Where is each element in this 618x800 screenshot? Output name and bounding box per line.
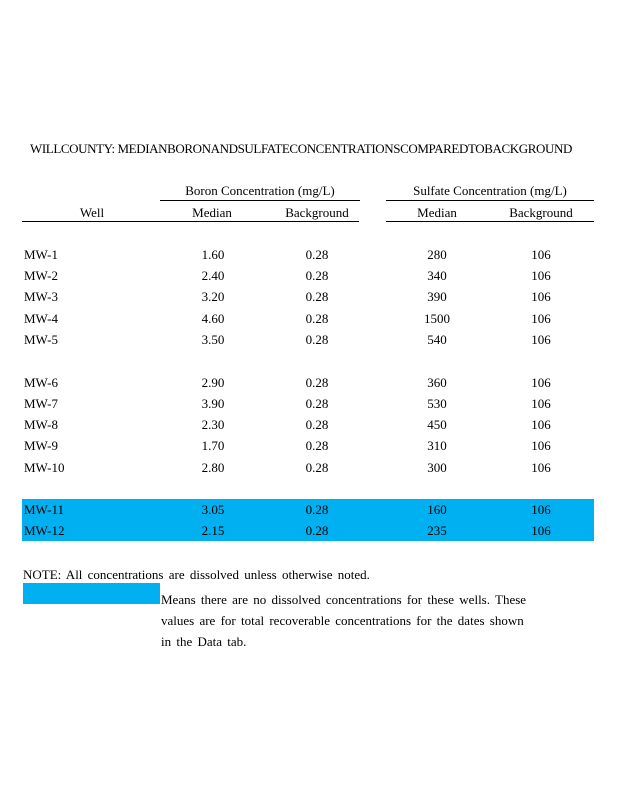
cell-well: MW-1	[24, 247, 58, 262]
note-text: NOTE: All concentrations are dissolved unless otherwise noted.	[23, 567, 370, 582]
table-row	[22, 372, 594, 393]
cell-boron-background: 0.28	[305, 268, 329, 283]
col-header-boron-background: Background	[285, 205, 349, 220]
cell-sulfate-background: 106	[531, 523, 551, 538]
cell-sulfate-median: 310	[427, 438, 447, 453]
cell-boron-median: 4.60	[201, 311, 225, 326]
cell-boron-median: 2.15	[201, 523, 225, 538]
cell-sulfate-median: 160	[427, 502, 447, 517]
legend-text	[161, 589, 526, 652]
cell-boron-background: 0.28	[305, 460, 329, 475]
cell-sulfate-background: 106	[531, 332, 551, 347]
cell-sulfate-median: 390	[427, 289, 447, 304]
cell-sulfate-background: 106	[531, 289, 551, 304]
cell-boron-background: 0.28	[305, 438, 329, 453]
sulfate-group-header: Sulfate Concentration (mg/L)	[413, 183, 567, 198]
cell-well: MW-7	[24, 396, 58, 411]
cell-boron-median: 1.70	[201, 438, 225, 453]
cell-boron-background: 0.28	[305, 289, 329, 304]
sulfate-header-rule	[386, 200, 594, 201]
cell-well: MW-5	[24, 332, 58, 347]
cell-sulfate-background: 106	[531, 268, 551, 283]
cell-sulfate-median: 450	[427, 417, 447, 432]
cell-boron-median: 2.90	[201, 375, 225, 390]
col-header-boron-median: Median	[192, 205, 232, 220]
cell-boron-background: 0.28	[305, 523, 329, 538]
cell-boron-background: 0.28	[305, 332, 329, 347]
table-row	[22, 286, 594, 307]
cell-sulfate-median: 280	[427, 247, 447, 262]
cell-sulfate-background: 106	[531, 396, 551, 411]
table-header-rule-left	[22, 221, 359, 222]
legend-line-3: in the Data tab.	[161, 634, 247, 649]
cell-sulfate-median: 340	[427, 268, 447, 283]
cell-boron-median: 2.40	[201, 268, 225, 283]
cell-boron-median: 3.90	[201, 396, 225, 411]
cell-well: MW-8	[24, 417, 58, 432]
cell-sulfate-median: 300	[427, 460, 447, 475]
cell-boron-background: 0.28	[305, 396, 329, 411]
cell-boron-median: 3.05	[201, 502, 225, 517]
col-header-well: Well	[79, 205, 105, 220]
col-header-sulfate-median: Median	[417, 205, 457, 220]
table-row	[22, 265, 594, 286]
cell-boron-background: 0.28	[305, 311, 329, 326]
cell-well: MW-11	[24, 502, 64, 517]
cell-well: MW-9	[24, 438, 58, 453]
col-header-sulfate-background: Background	[509, 205, 573, 220]
cell-sulfate-median: 360	[427, 375, 447, 390]
legend-line-2: values are for total recoverable concentrations for the dates shown	[161, 613, 524, 628]
table-row	[22, 457, 594, 478]
table-row	[22, 329, 594, 350]
cell-sulfate-background: 106	[531, 417, 551, 432]
cell-boron-background: 0.28	[305, 375, 329, 390]
cell-sulfate-background: 106	[531, 460, 551, 475]
cell-well: MW-6	[24, 375, 58, 390]
cell-boron-median: 1.60	[201, 247, 225, 262]
cell-well: MW-2	[24, 268, 58, 283]
table-row	[22, 499, 594, 520]
cell-sulfate-background: 106	[531, 375, 551, 390]
cell-sulfate-median: 1500	[424, 311, 450, 326]
cell-sulfate-median: 235	[427, 523, 447, 538]
report-title: WILLCOUNTY: MEDIANBORONANDSULFATECONCENTRATIONSCOMPAREDTOBACKGROUND	[30, 141, 572, 156]
table-row	[22, 414, 594, 435]
cell-well: MW-3	[24, 289, 58, 304]
cell-boron-median: 2.30	[201, 417, 225, 432]
cell-well: MW-10	[24, 460, 65, 475]
cell-boron-median: 3.50	[201, 332, 225, 347]
cell-sulfate-background: 106	[531, 311, 551, 326]
cell-sulfate-median: 540	[427, 332, 447, 347]
table-row	[22, 520, 594, 541]
cell-sulfate-background: 106	[531, 247, 551, 262]
cell-well: MW-12	[24, 523, 65, 538]
cell-boron-background: 0.28	[305, 417, 329, 432]
cell-sulfate-background: 106	[531, 438, 551, 453]
boron-header-rule	[160, 200, 360, 201]
legend-line-1: Means there are no dissolved concentrations for these wells. These	[161, 592, 527, 607]
cell-boron-background: 0.28	[305, 247, 329, 262]
cell-sulfate-median: 530	[427, 396, 447, 411]
table-row	[22, 435, 594, 456]
cell-boron-median: 3.20	[201, 289, 225, 304]
legend-swatch	[23, 583, 160, 604]
boron-group-header: Boron Concentration (mg/L)	[185, 183, 335, 198]
cell-well: MW-4	[24, 311, 58, 326]
table-row	[22, 393, 594, 414]
cell-boron-median: 2.80	[201, 460, 225, 475]
table-header-rule-right	[386, 221, 594, 222]
cell-sulfate-background: 106	[531, 502, 551, 517]
cell-boron-background: 0.28	[305, 502, 329, 517]
table-row	[22, 244, 594, 265]
table-row	[22, 308, 594, 329]
